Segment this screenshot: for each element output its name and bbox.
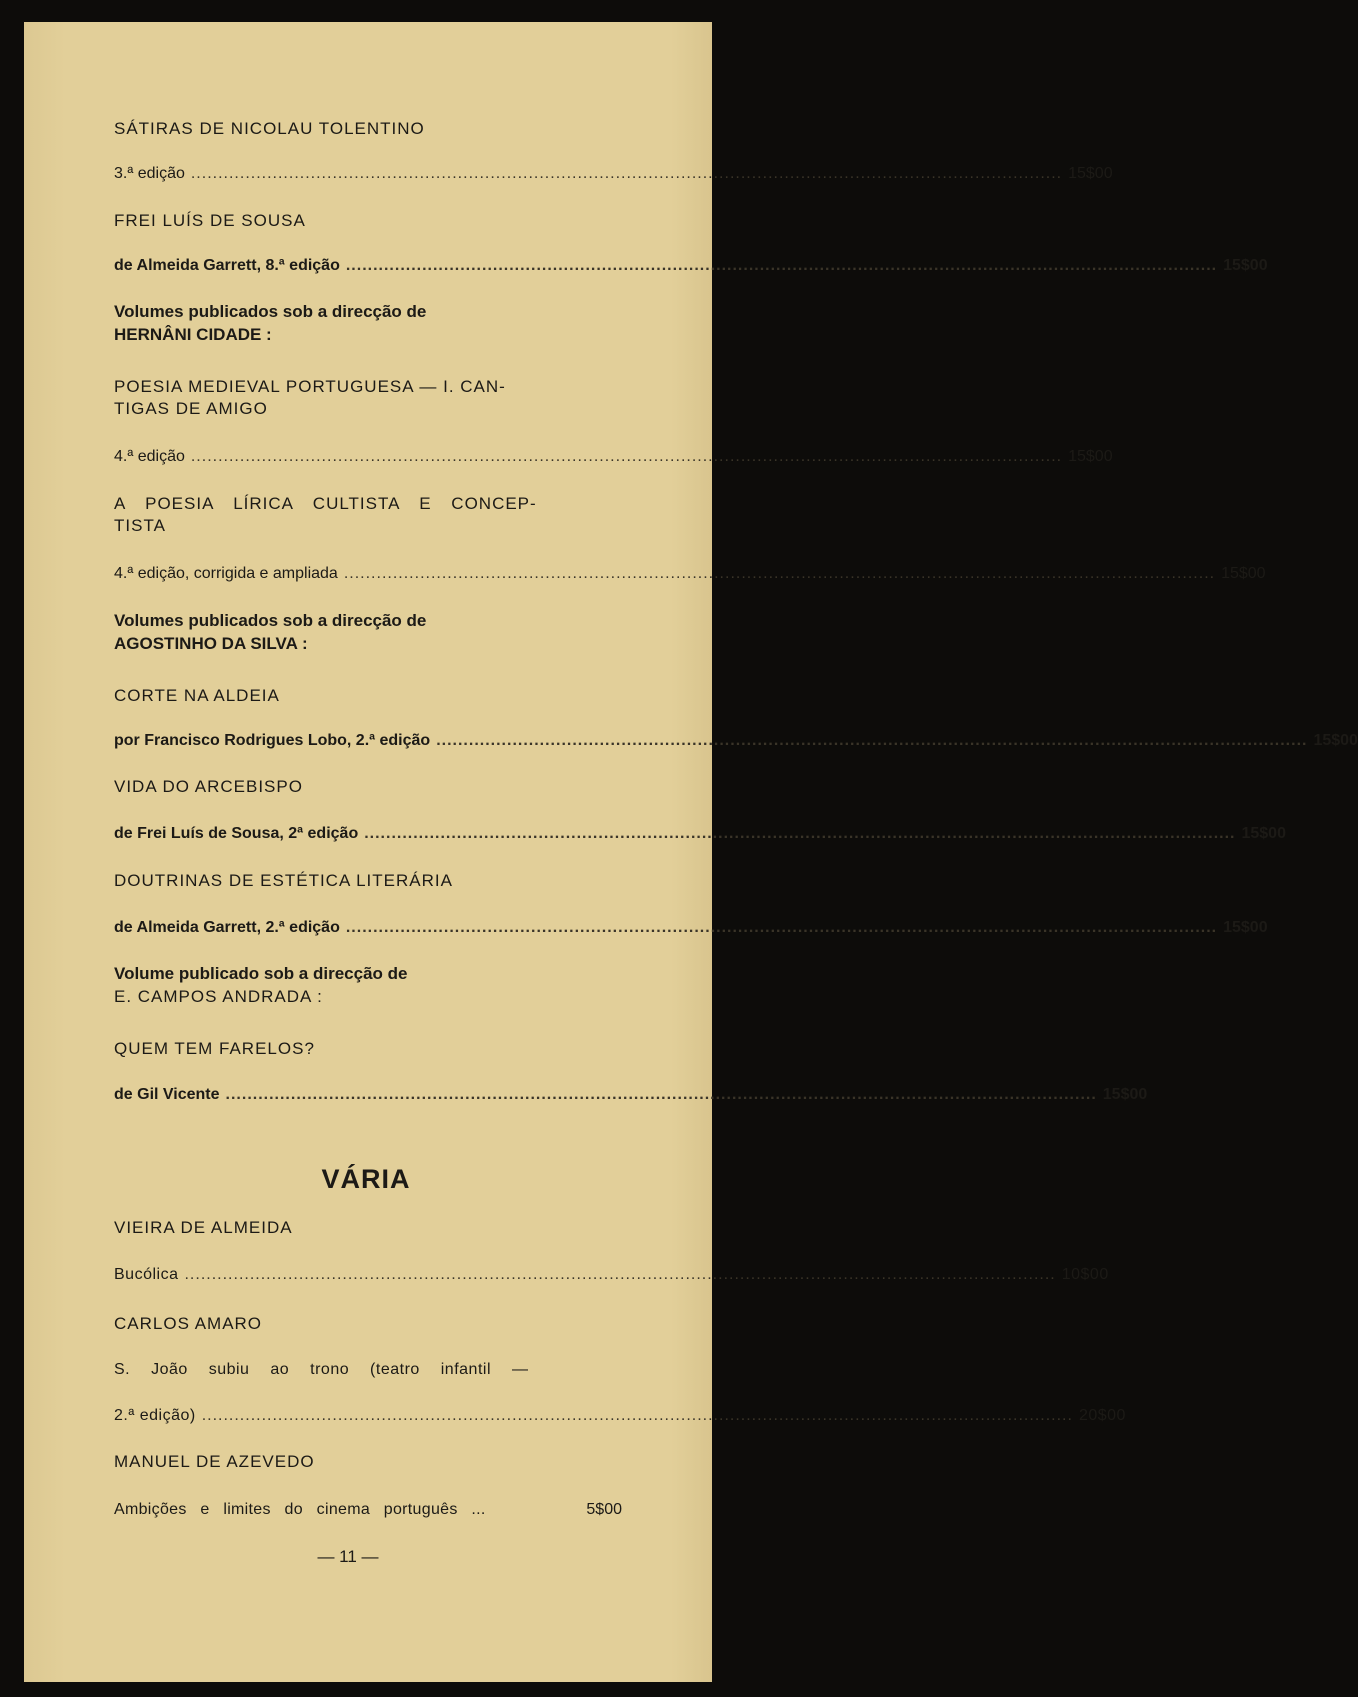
entry-quem-tem-farelos	[114, 1084, 1148, 1106]
entry-sao-joao-text: S. João subiu ao trono (teatro infantil —	[114, 1361, 529, 1378]
entry-frei-luis-edition	[114, 255, 1268, 277]
note-line: HERNÂNI CIDADE :	[114, 325, 272, 344]
heading-quem-tem-farelos: QUEM TEM FARELOS?	[114, 1039, 315, 1058]
heading-carlos-amaro: CARLOS AMARO	[114, 1314, 263, 1333]
heading-line: TISTA	[114, 516, 166, 535]
heading-line: POESIA MEDIEVAL PORTUGUESA — I. CAN-	[114, 377, 506, 396]
entry-corte-na-aldeia-edition	[114, 730, 1358, 752]
entry-price: 5$00	[586, 1501, 622, 1518]
note-line: AGOSTINHO DA SILVA :	[114, 634, 308, 653]
entry-title: de Frei Luís de Sousa, 2ª edição	[114, 825, 359, 842]
entry-title: 2.ª edição)	[114, 1407, 196, 1424]
heading-poesia-lirica	[114, 493, 622, 537]
note-hernani-cidade	[114, 300, 622, 346]
entry-price: 15$00	[1068, 165, 1113, 182]
note-campos-andrada	[114, 962, 622, 1008]
entry-price: 15$00	[1313, 732, 1358, 749]
entry-title: por Francisco Rodrigues Lobo, 2.ª edição	[114, 732, 431, 749]
entry-title: 4.ª edição, corrigida e ampliada	[114, 565, 338, 582]
note-agostinho-da-silva	[114, 609, 622, 655]
entry-satiras-edition	[114, 163, 1113, 185]
dot-leader: ................................................................................................................................................................	[201, 1407, 1073, 1424]
dot-leader: ................................................................................................................................................................	[190, 448, 1063, 465]
heading-line: TIGAS DE AMIGO	[114, 399, 268, 418]
heading-line: A POESIA LÍRICA CULTISTA E CONCEP-	[114, 494, 537, 513]
note-line: Volumes publicados sob a direcção de	[114, 611, 427, 630]
note-line: Volumes publicados sob a direcção de	[114, 302, 427, 321]
entry-price: 15$00	[1223, 919, 1268, 936]
catalog-content	[114, 118, 1358, 1567]
entry-title: de Almeida Garrett, 8.ª edição	[114, 257, 340, 274]
entry-price: 20$00	[1078, 1407, 1126, 1424]
dot-leader: ................................................................................................................................................................	[343, 565, 1216, 582]
dot-leader: ................................................................................................................................................................	[225, 1086, 1097, 1103]
catalog-page	[24, 22, 1358, 1682]
entry-ambicoes	[114, 1499, 622, 1521]
dot-leader: ................................................................................................................................................................	[190, 165, 1063, 182]
dot-leader: ................................................................................................................................................................	[184, 1266, 1056, 1283]
heading-corte-na-aldeia: CORTE NA ALDEIA	[114, 686, 280, 705]
dot-leader: ................................................................................................................................................................	[436, 732, 1308, 749]
heading-poesia-medieval	[114, 376, 622, 420]
dot-leader: ................................................................................................................................................................	[364, 825, 1236, 842]
entry-price: 15$00	[1068, 448, 1113, 465]
heading-frei-luis: FREI LUÍS DE SOUSA	[114, 211, 306, 230]
heading-satiras: SÁTIRAS DE NICOLAU TOLENTINO	[114, 119, 425, 138]
dot-leader: ................................................................................................................................................................	[345, 257, 1218, 274]
entry-title: 3.ª edição	[114, 165, 185, 182]
dot-leader: ................................................................................................................................................................	[345, 919, 1218, 936]
entry-title: de Gil Vicente	[114, 1086, 220, 1103]
entry-price: 15$00	[1223, 257, 1268, 274]
entry-price: 15$00	[1102, 1086, 1148, 1103]
entry-price: 15$00	[1241, 825, 1286, 842]
entry-price: 15$00	[1221, 565, 1266, 582]
heading-doutrinas: DOUTRINAS DE ESTÉTICA LITERÁRIA	[114, 871, 453, 890]
entry-title: Ambições e limites do cinema português ...	[114, 1501, 486, 1518]
entry-title: de Almeida Garrett, 2.ª edição	[114, 919, 340, 936]
entry-poesia-lirica-edition	[114, 563, 1266, 585]
note-line: E. CAMPOS ANDRADA :	[114, 987, 323, 1006]
entry-vida-do-arcebispo-edition	[114, 823, 1286, 845]
entry-poesia-medieval-edition	[114, 446, 1113, 468]
entry-doutrinas-edition	[114, 917, 1268, 939]
entry-title: 4.ª edição	[114, 448, 185, 465]
heading-vida-do-arcebispo: VIDA DO ARCEBISPO	[114, 777, 303, 796]
section-title-varia: VÁRIA	[321, 1164, 411, 1194]
page-number: — 11 —	[317, 1547, 379, 1566]
heading-vieira-de-almeida: VIEIRA DE ALMEIDA	[114, 1218, 293, 1237]
entry-bucolica	[114, 1264, 1109, 1286]
note-line: Volume publicado sob a direcção de	[114, 964, 408, 983]
entry-sao-joao-edition	[114, 1405, 1126, 1427]
heading-manuel-de-azevedo: MANUEL DE AZEVEDO	[114, 1452, 315, 1471]
entry-price: 10$00	[1061, 1266, 1109, 1283]
entry-title: Bucólica	[114, 1266, 179, 1283]
